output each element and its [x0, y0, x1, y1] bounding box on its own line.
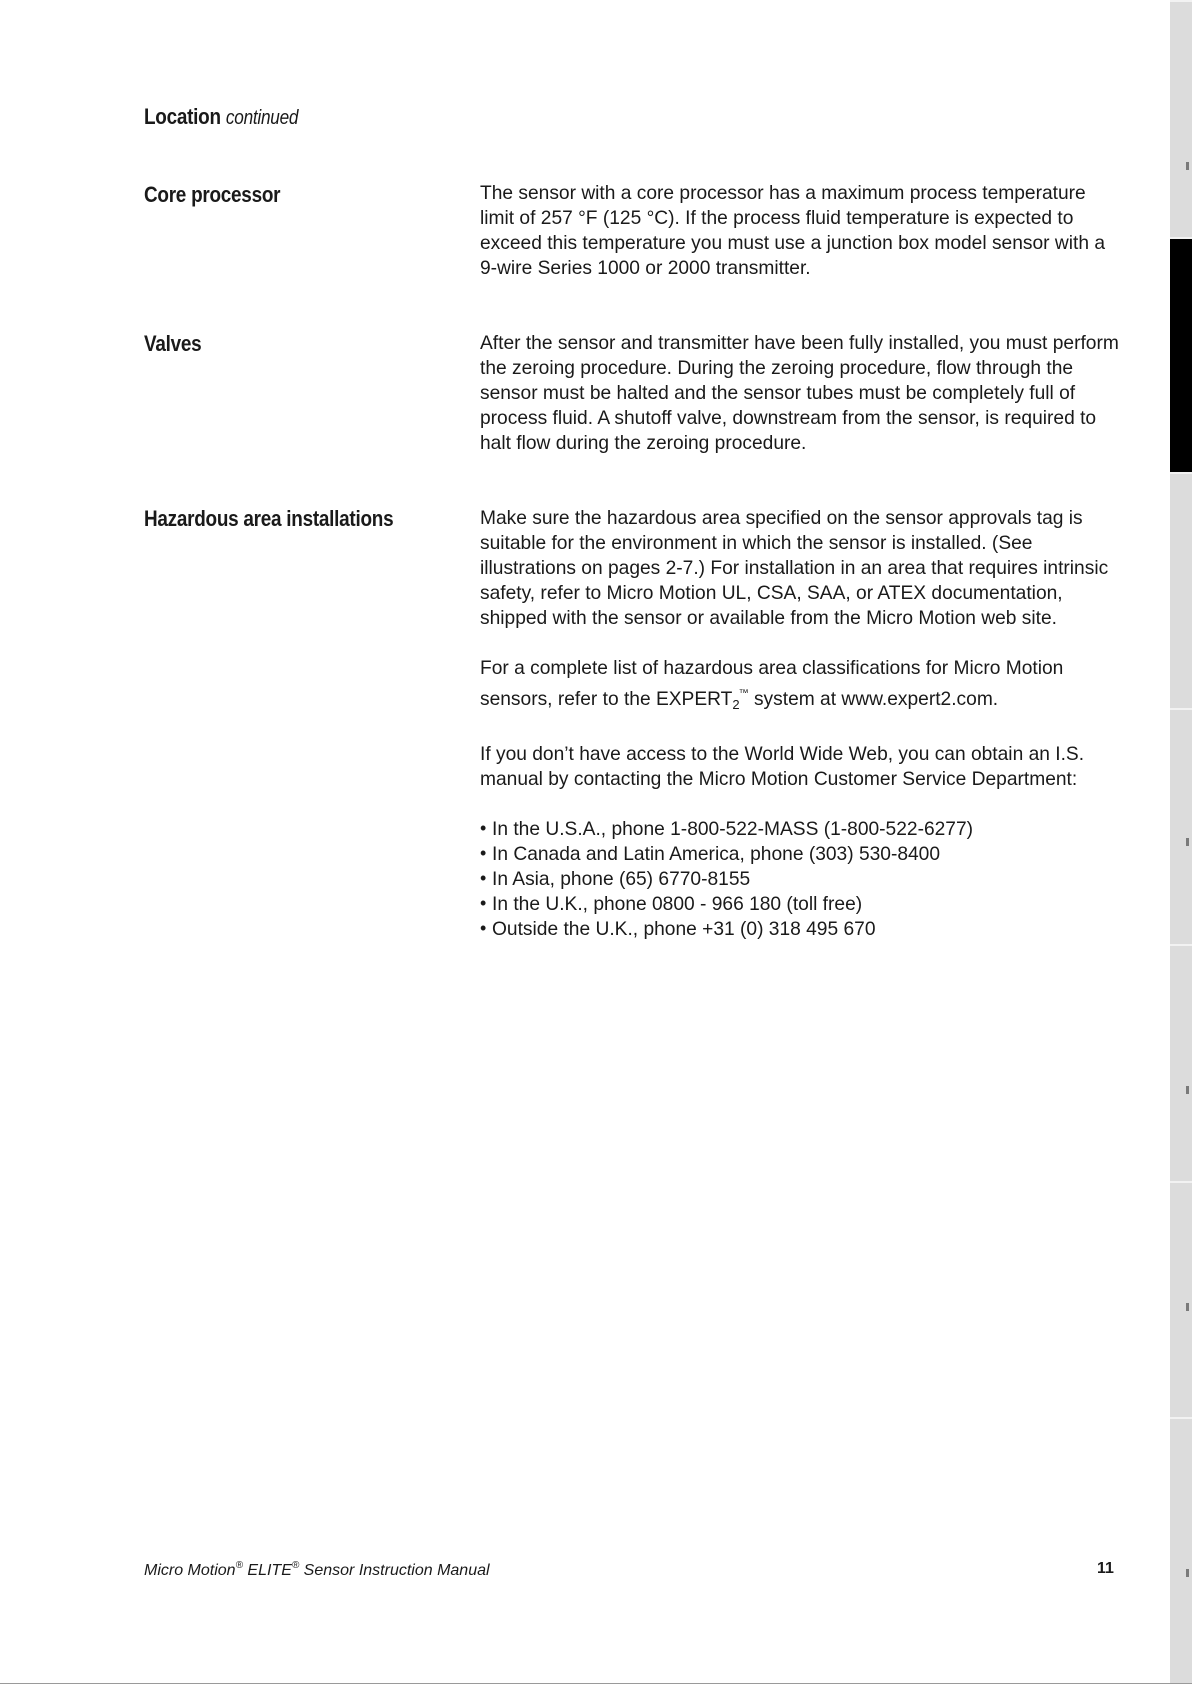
chapter-tab-strip: [1170, 0, 1192, 1685]
page-header: [144, 104, 298, 130]
section-body-core-processor: [480, 181, 1120, 281]
footer-product: ELITE: [242, 1562, 292, 1579]
tab-mark: [1186, 162, 1189, 170]
section-heading-hazardous: Hazardous area installations: [144, 506, 394, 531]
paragraph: Make sure the hazardous area specified on the sensor approvals tag is suitable for the environment in which the sensor is installed. (See illustrations on pages 2-7.) For installation in an area that requires intrinsic safety, refer to Micro Motion UL, CSA, SAA, or ATEX documentation, shipped with the sensor or available from the Micro Motion web site.: [480, 508, 1109, 629]
chapter-tab[interactable]: [1170, 472, 1192, 708]
chapter-tab[interactable]: [1170, 0, 1192, 237]
list-item: • In the U.S.A., phone 1-800-522-MASS (1-800-522-6277): [480, 817, 1120, 842]
expert-text-before: For a complete list of hazardous area classifications for Micro Motion sensors, refer to the EXPERT: [480, 658, 1064, 710]
contact-list: [480, 817, 1120, 942]
paragraph: After the sensor and transmitter have been fully installed, you must perform the zeroing procedure. During the zeroing procedure, flow through the sensor must be halted and the sensor tubes must be completely full of process fluid. A shutoff valve, downstream from the sensor, is required to halt flow during the zeroing procedure.: [480, 333, 1119, 454]
chapter-tab[interactable]: [1170, 708, 1192, 944]
header-continued: continued: [225, 107, 299, 129]
chapter-tab[interactable]: [1170, 1181, 1192, 1417]
footer-brand: Micro Motion: [144, 1562, 236, 1579]
tab-mark: [1186, 838, 1189, 846]
footer-title: [144, 1560, 490, 1580]
chapter-tab[interactable]: [1170, 1417, 1192, 1683]
list-item: • In Asia, phone (65) 6770-8155: [480, 867, 1120, 892]
paragraph: The sensor with a core processor has a maximum process temperature limit of 257 °F (125 °C). If the process fluid temperature is expected to exceed this temperature you must use a junction box model sensor with a 9-wire Series 1000 or 2000 transmitter.: [480, 183, 1105, 279]
tab-mark: [1186, 1086, 1189, 1094]
paragraph: If you don’t have access to the World Wide Web, you can obtain an I.S. manual by contacting the Micro Motion Customer Service Department:: [480, 744, 1085, 790]
section-heading-valves: Valves: [144, 331, 202, 356]
registered-mark: ®: [235, 1560, 243, 1571]
expert-paragraph: [480, 656, 1120, 717]
page-number: 11: [1097, 1560, 1114, 1577]
tab-mark: [1186, 1303, 1189, 1311]
registered-mark: ®: [291, 1560, 300, 1571]
expert-text-after: system at www.expert2.com.: [748, 689, 999, 710]
expert-subscript: 2: [732, 697, 740, 712]
section-body-hazardous: [480, 506, 1120, 942]
header-title: Location: [144, 104, 221, 129]
section-heading-core-processor: Core processor: [144, 182, 281, 207]
list-item: • In the U.K., phone 0800 - 966 180 (toll free): [480, 892, 1120, 917]
bottom-divider: [0, 1683, 1192, 1684]
list-item: • In Canada and Latin America, phone (303) 530-8400: [480, 842, 1120, 867]
footer-manual: Sensor Instruction Manual: [299, 1562, 490, 1579]
section-body-valves: [480, 331, 1120, 456]
chapter-tab-active[interactable]: [1170, 237, 1192, 472]
list-item: • Outside the U.K., phone +31 (0) 318 495 670: [480, 917, 1120, 942]
chapter-tab[interactable]: [1170, 944, 1192, 1181]
trademark-symbol: ™: [738, 688, 749, 699]
tab-mark: [1186, 1569, 1189, 1577]
